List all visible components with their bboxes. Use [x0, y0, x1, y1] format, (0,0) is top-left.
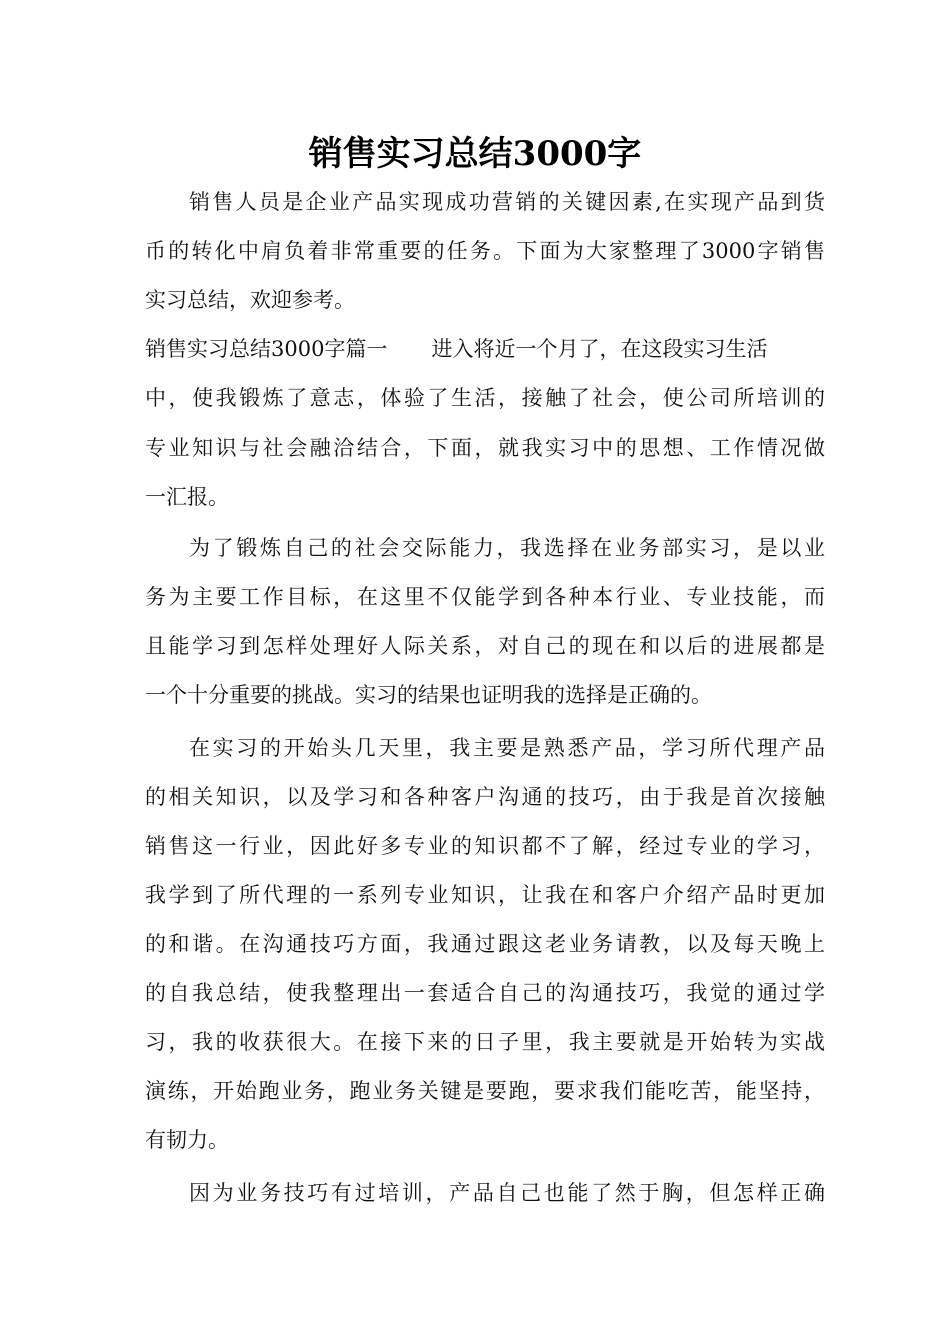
paragraph-line: 销售这一行业，因此好多专业的知识都不了解，经过专业的学习，: [145, 834, 825, 858]
paragraph-line: 的和谐。在沟通技巧方面，我通过跟这老业务请教，以及每天晚上: [145, 932, 825, 956]
paragraph-line: 因为业务技巧有过培训，产品自己也能了然于胸，但怎样正确: [189, 1181, 825, 1205]
paragraph-line: 一个十分重要的挑战。实习的结果也证明我的选择是正确的。: [145, 683, 712, 707]
paragraph-line: 有韧力。: [145, 1128, 229, 1152]
section-heading: 销售实习总结3000字篇一: [145, 337, 388, 361]
paragraph-line: 务为主要工作目标，在这里不仅能学到各种本行业、专业技能，而: [145, 585, 825, 609]
paragraph-line: 实习总结，欢迎参考。: [145, 288, 355, 312]
paragraph-line: 我学到了所代理的一系列专业知识，让我在和客户介绍产品时更加: [145, 883, 825, 907]
paragraph-line: 习，我的收获很大。在接下来的日子里，我主要就是开始转为实战: [145, 1030, 825, 1054]
document-title: 销售实习总结3000字: [308, 134, 642, 174]
section-first-text: 进入将近一个月了，在这段实习生活: [431, 337, 768, 361]
paragraph-line: 中，使我锻炼了意志，体验了生活，接触了社会，使公司所培训的: [145, 386, 825, 410]
paragraph-line: 销售人员是企业产品实现成功营销的关键因素,在实现产品到货: [189, 190, 825, 214]
paragraph-line: 在实习的开始头几天里，我主要是熟悉产品，学习所代理产品: [189, 736, 825, 760]
paragraph-line: 专业知识与社会融洽结合，下面，就我实习中的思想、工作情况做: [145, 436, 825, 460]
paragraph-line: 为了锻炼自己的社会交际能力，我选择在业务部实习，是以业: [189, 536, 825, 560]
section-heading-line: [145, 329, 825, 369]
paragraph-line: 的相关知识，以及学习和各种客户沟通的技巧，由于我是首次接触: [145, 785, 825, 809]
paragraph-line: 币的转化中肩负着非常重要的任务。下面为大家整理了3000字销售: [145, 239, 825, 263]
paragraph-line: 的自我总结，使我整理出一套适合自己的沟通技巧，我觉的通过学: [145, 981, 825, 1005]
paragraph-line: 演练，开始跑业务，跑业务关键是要跑，要求我们能吃苦，能坚持，: [145, 1079, 825, 1103]
paragraph-line: 一汇报。: [145, 485, 229, 509]
paragraph-line: 且能学习到怎样处理好人际关系，对自己的现在和以后的进展都是: [145, 634, 825, 658]
